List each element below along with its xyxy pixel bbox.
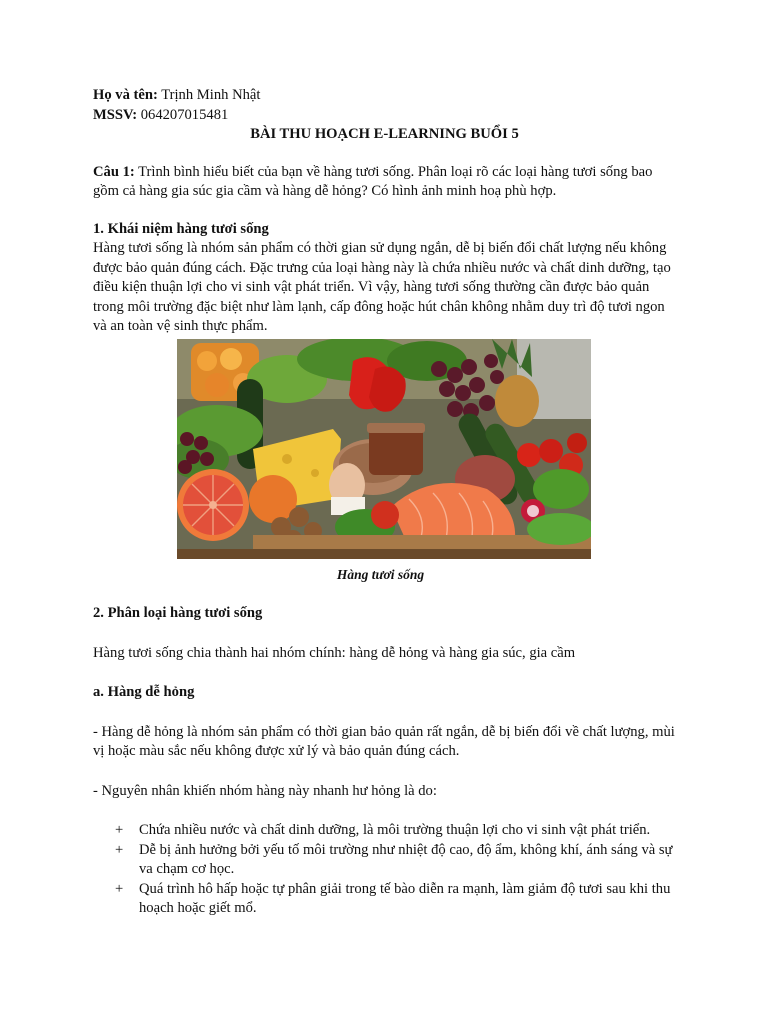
section-1-heading: 1. Khái niệm hàng tươi sống (93, 220, 269, 237)
question-paragraph (93, 163, 676, 202)
bullet-plus: + (115, 880, 124, 897)
section-2-heading: 2. Phân loại hàng tươi sống (93, 605, 263, 621)
list-item: + Quá trình hô hấp hoặc tự phân giải trong tế bào diễn ra mạnh, làm giảm độ tươi sau khi thu hoạch hoặc giết mổ. (115, 880, 671, 916)
cause-list (93, 821, 676, 919)
bullet-plus: + (115, 841, 124, 858)
id-label: MSSV: (93, 106, 138, 123)
bullet-plus: + (115, 822, 124, 838)
subsection-a-cause: - Nguyên nhân khiến nhóm hàng này nhanh hư hỏng là do: (93, 782, 437, 799)
question-label: Câu 1: (93, 163, 135, 180)
list-item: + Chứa nhiều nước và chất dinh dưỡng, là môi trường thuận lợi cho vi sinh vật phát triển. (93, 821, 676, 841)
student-name-line (93, 86, 676, 106)
section-1-body: Hàng tươi sống là nhóm sản phẩm có thời gian sử dụng ngắn, dễ bị biến đổi chất lượng nếu không được bảo quản đúng cách. Đặc trưng của loại hàng này là chứa nhiều nước và chất dinh dưỡng, tạo điều kiện thuận lợi cho vi sinh vật phát triển. Vì vậy, hàng tươi sống thường cần được bảo quản trong môi trường đặc biệt như làm lạnh, cấp đông hoặc hút chân không nhằm duy trì độ tươi ngon và an toàn vệ sinh thực phẩm. (93, 240, 671, 334)
student-id-line (93, 106, 676, 126)
name-label: Họ và tên: (93, 87, 158, 103)
figure-caption: Hàng tươi sống (336, 566, 425, 582)
id-value: 064207015481 (137, 106, 229, 123)
section-2-intro: Hàng tươi sống chia thành hai nhóm chính: hàng dễ hỏng và hàng gia súc, gia cầm (93, 644, 576, 661)
fresh-produce-photo (177, 339, 591, 559)
subsection-a-heading: a. Hàng dễ hỏng (93, 684, 195, 700)
document-title: BÀI THU HOẠCH E-LEARNING BUỔI 5 (250, 126, 519, 142)
subsection-a-definition: - Hàng dễ hỏng là nhóm sản phẩm có thời gian bảo quản rất ngắn, dễ bị biến đổi về chất lượng, mùi vị hoặc màu sắc nếu không được xử lý và bảo quản đúng cách. (93, 723, 675, 759)
list-item: + Dễ bị ảnh hưởng bởi yếu tố môi trường như nhiệt độ cao, độ ẩm, không khí, ánh sáng và sự va chạm cơ học. (115, 841, 673, 877)
question-text: Trình bình hiểu biết của bạn về hàng tươi sống. Phân loại rõ các loại hàng tươi sống bao gồm cả hàng gia súc gia cầm và hàng dễ hỏng? Có hình ảnh minh hoạ phù hợp. (93, 163, 653, 199)
name-value: Trịnh Minh Nhật (157, 87, 261, 103)
